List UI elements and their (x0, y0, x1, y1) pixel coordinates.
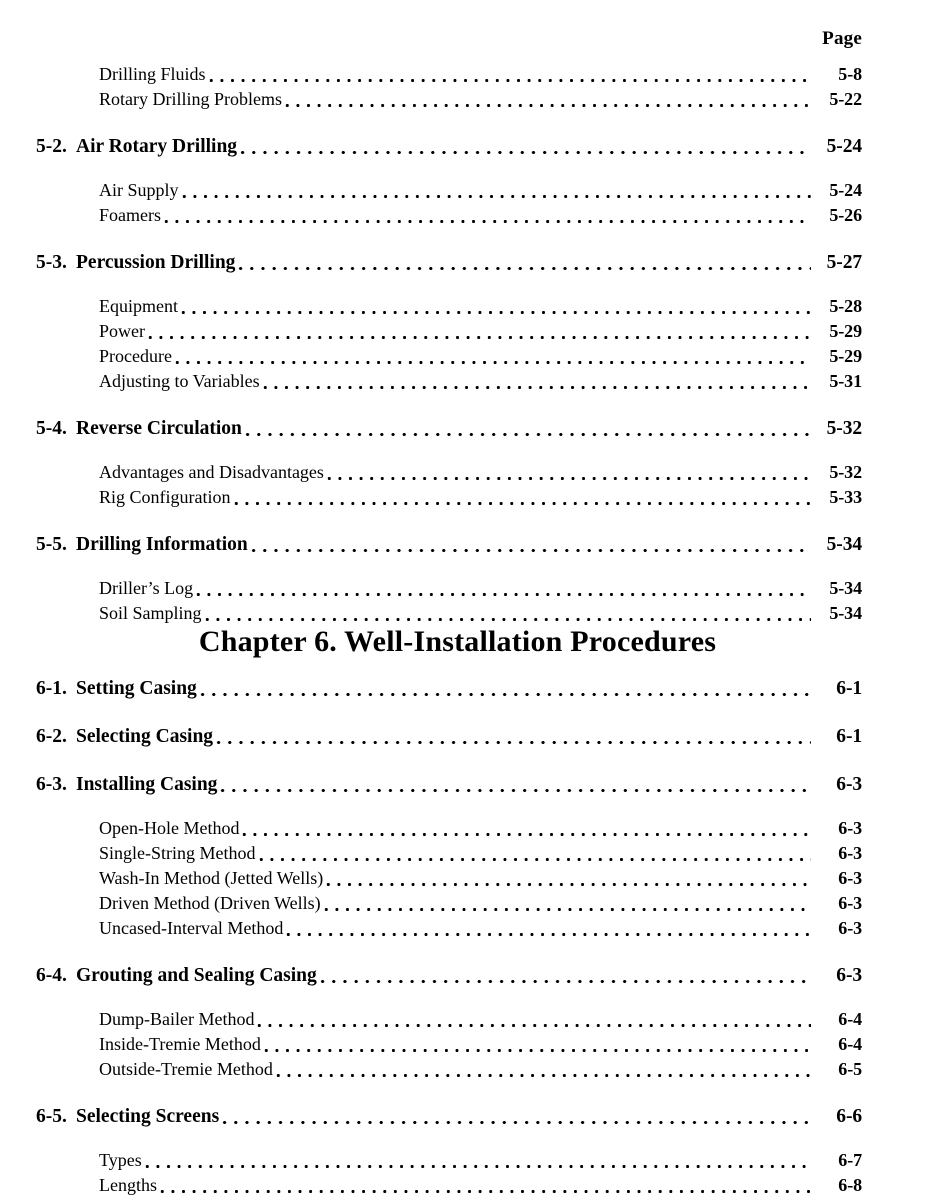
toc-entry-installing-casing[interactable] (0, 772, 862, 798)
section-gap (0, 112, 951, 134)
toc-entry-drilling-information[interactable] (0, 532, 862, 558)
dot-leader (172, 351, 811, 369)
toc-entry-foamers[interactable] (0, 203, 862, 228)
toc-list-chapter-6 (0, 676, 951, 1198)
dot-leader (242, 423, 811, 443)
toc-entry-uncased-interval-method[interactable] (0, 916, 862, 941)
toc-entry-page-number: 5-34 (829, 578, 862, 598)
toc-entry-air-rotary-drilling[interactable] (0, 134, 862, 160)
toc-entry-page-number: 6-1 (836, 678, 862, 699)
toc-entry-single-string-method[interactable] (0, 841, 862, 866)
toc-entry-rig-configuration[interactable] (0, 485, 862, 510)
subsection-gap (0, 442, 951, 460)
toc-entry-page-number: 6-6 (836, 1106, 862, 1127)
toc-entry-page-number: 6-5 (838, 1059, 862, 1079)
toc-entry-page-number: 5-31 (829, 371, 862, 391)
toc-entry-page-number: 6-3 (838, 868, 862, 888)
toc-entry-types[interactable] (0, 1148, 862, 1173)
toc-entry-equipment[interactable] (0, 294, 862, 319)
toc-entry-percussion-drilling[interactable] (0, 250, 862, 276)
section-gap (0, 394, 951, 416)
dot-leader (283, 923, 811, 941)
toc-entry-outside-tremie-method[interactable] (0, 1057, 862, 1082)
dot-leader (273, 1064, 811, 1082)
toc-entry-page-number: 5-27 (826, 252, 862, 273)
toc-entry-number: 5-5. (36, 534, 67, 555)
subsection-gap (0, 798, 951, 816)
toc-entry-label: Selecting Casing (76, 726, 214, 747)
toc-entry-number: 6-3. (36, 774, 67, 795)
section-gap (0, 1082, 951, 1104)
dot-leader (213, 731, 811, 751)
dot-leader (248, 539, 811, 559)
toc-entry-page-number: 6-7 (838, 1150, 862, 1170)
toc-entry-label: Air Rotary Drilling (76, 136, 238, 157)
toc-entry-rotary-drilling-problems[interactable] (0, 87, 862, 112)
toc-entry-label: Rotary Drilling Problems (99, 89, 282, 109)
toc-entry-label: Types (99, 1150, 142, 1170)
toc-entry-page-number: 5-24 (829, 180, 862, 200)
toc-entry-label: Grouting and Sealing Casing (76, 965, 317, 986)
subsection-gap (0, 558, 951, 576)
dot-leader (323, 873, 811, 891)
subsection-gap (0, 160, 951, 178)
toc-entry-setting-casing[interactable] (0, 676, 862, 702)
toc-entry-adjusting-to-variables[interactable] (0, 369, 862, 394)
dot-leader (206, 69, 811, 87)
dot-leader (321, 898, 811, 916)
toc-entry-label: Driven Method (Driven Wells) (99, 893, 321, 913)
toc-entry-air-supply[interactable] (0, 178, 862, 203)
toc-entry-dump-bailer-method[interactable] (0, 1007, 862, 1032)
section-gap (0, 702, 951, 724)
toc-entry-number: 6-1. (36, 678, 67, 699)
toc-entry-page-number: 5-24 (826, 136, 862, 157)
toc-entry-page-number: 5-32 (826, 418, 862, 439)
toc-entry-power[interactable] (0, 319, 862, 344)
dot-leader (157, 1180, 811, 1198)
toc-entry-procedure[interactable] (0, 344, 862, 369)
toc-entry-label: Selecting Screens (76, 1106, 220, 1127)
toc-entry-soil-sampling[interactable] (0, 601, 862, 626)
dot-leader (260, 376, 811, 394)
toc-entry-number: 5-3. (36, 252, 67, 273)
toc-entry-label: Advantages and Disadvantages (99, 462, 324, 482)
dot-leader (197, 683, 811, 703)
dot-leader (256, 848, 812, 866)
dot-leader (202, 608, 811, 626)
dot-leader (219, 1111, 811, 1131)
toc-entry-page-number: 5-29 (829, 346, 862, 366)
section-gap (0, 941, 951, 963)
toc-entry-label: Drilling Fluids (99, 64, 206, 84)
chapter-heading: Chapter 6. Well-Installation Procedures (198, 625, 717, 658)
toc-entry-wash-in-method-jetted-wells[interactable] (0, 866, 862, 891)
toc-entry-page-number: 5-29 (829, 321, 862, 341)
dot-leader (235, 257, 811, 277)
toc-entry-label: Outside-Tremie Method (99, 1059, 273, 1079)
toc-entry-page-number: 5-28 (829, 296, 862, 316)
dot-leader (231, 492, 812, 510)
dot-leader (237, 141, 811, 161)
toc-entry-label: Lengths (99, 1175, 157, 1195)
toc-entry-page-number: 5-34 (829, 603, 862, 623)
dot-leader (239, 823, 811, 841)
toc-entry-page-number: 6-8 (838, 1175, 862, 1195)
toc-entry-open-hole-method[interactable] (0, 816, 862, 841)
toc-entry-grouting-and-sealing-casing[interactable] (0, 963, 862, 989)
toc-entry-page-number: 6-4 (838, 1034, 862, 1054)
page-column-header: Page (822, 28, 862, 49)
toc-entry-drillers-log[interactable] (0, 576, 862, 601)
toc-entry-label: Soil Sampling (99, 603, 202, 623)
toc-entry-reverse-circulation[interactable] (0, 416, 862, 442)
dot-leader (178, 301, 811, 319)
dot-leader (193, 583, 811, 601)
dot-leader (261, 1039, 811, 1057)
toc-entry-page-number: 5-32 (829, 462, 862, 482)
toc-entry-page-number: 5-34 (826, 534, 862, 555)
subsection-gap (0, 1130, 951, 1148)
toc-entry-page-number: 6-3 (836, 774, 862, 795)
subsection-gap (0, 276, 951, 294)
toc-entry-label: Percussion Drilling (76, 252, 236, 273)
toc-entry-label: Uncased-Interval Method (99, 918, 284, 938)
toc-entry-label: Reverse Circulation (76, 418, 242, 439)
toc-entry-page-number: 6-1 (836, 726, 862, 747)
toc-entry-number: 6-4. (36, 965, 67, 986)
toc-entry-label: Setting Casing (76, 678, 197, 699)
toc-entry-label: Wash-In Method (Jetted Wells) (99, 868, 324, 888)
toc-entry-label: Dump-Bailer Method (99, 1009, 255, 1029)
toc-entry-number: 5-4. (36, 418, 67, 439)
toc-entry-page-number: 6-3 (838, 918, 862, 938)
toc-entry-page-number: 6-3 (836, 965, 862, 986)
dot-leader (254, 1014, 811, 1032)
toc-entry-label: Adjusting to Variables (99, 371, 260, 391)
toc-entry-advantages-and-disadvantages[interactable] (0, 460, 862, 485)
toc-entry-label: Equipment (99, 296, 178, 316)
toc-entry-page-number: 5-26 (829, 205, 862, 225)
dot-leader (161, 210, 811, 228)
toc-entry-page-number: 6-3 (838, 843, 862, 863)
dot-leader (282, 94, 811, 112)
toc-entry-selecting-casing[interactable] (0, 724, 862, 750)
toc-entry-page-number: 6-3 (838, 818, 862, 838)
toc-entry-page-number: 6-4 (838, 1009, 862, 1029)
toc-entry-number: 5-2. (36, 136, 67, 157)
toc-entry-label: Rig Configuration (99, 487, 231, 507)
toc-entry-selecting-screens[interactable] (0, 1104, 862, 1130)
subsection-gap (0, 989, 951, 1007)
toc-entry-page-number: 5-8 (838, 64, 862, 84)
dot-leader (145, 326, 811, 344)
section-gap (0, 510, 951, 532)
toc-entry-inside-tremie-method[interactable] (0, 1032, 862, 1057)
toc-entry-driven-method-driven-wells[interactable] (0, 891, 862, 916)
toc-entry-label: Single-String Method (99, 843, 256, 863)
toc-entry-label: Driller’s Log (99, 578, 194, 598)
toc-entry-label: Air Supply (99, 180, 179, 200)
toc-entry-page-number: 5-22 (829, 89, 862, 109)
dot-leader (317, 970, 811, 990)
toc-entry-number: 6-5. (36, 1106, 67, 1127)
section-gap (0, 750, 951, 772)
dot-leader (142, 1155, 811, 1173)
toc-entry-number: 6-2. (36, 726, 67, 747)
dot-leader (324, 467, 811, 485)
toc-entry-label: Drilling Information (76, 534, 248, 555)
toc-entry-page-number: 6-3 (838, 893, 862, 913)
toc-entry-page-number: 5-33 (829, 487, 862, 507)
dot-leader (217, 779, 811, 799)
toc-entry-label: Inside-Tremie Method (99, 1034, 261, 1054)
toc-entry-label: Power (99, 321, 145, 341)
toc-list-chapter-5 (0, 62, 951, 626)
dot-leader (179, 185, 811, 203)
toc-entry-label: Installing Casing (76, 774, 218, 795)
toc-entry-label: Open-Hole Method (99, 818, 240, 838)
toc-entry-label: Foamers (99, 205, 161, 225)
section-gap (0, 228, 951, 250)
toc-entry-label: Procedure (99, 346, 172, 366)
toc-entry-drilling-fluids[interactable] (0, 62, 862, 87)
